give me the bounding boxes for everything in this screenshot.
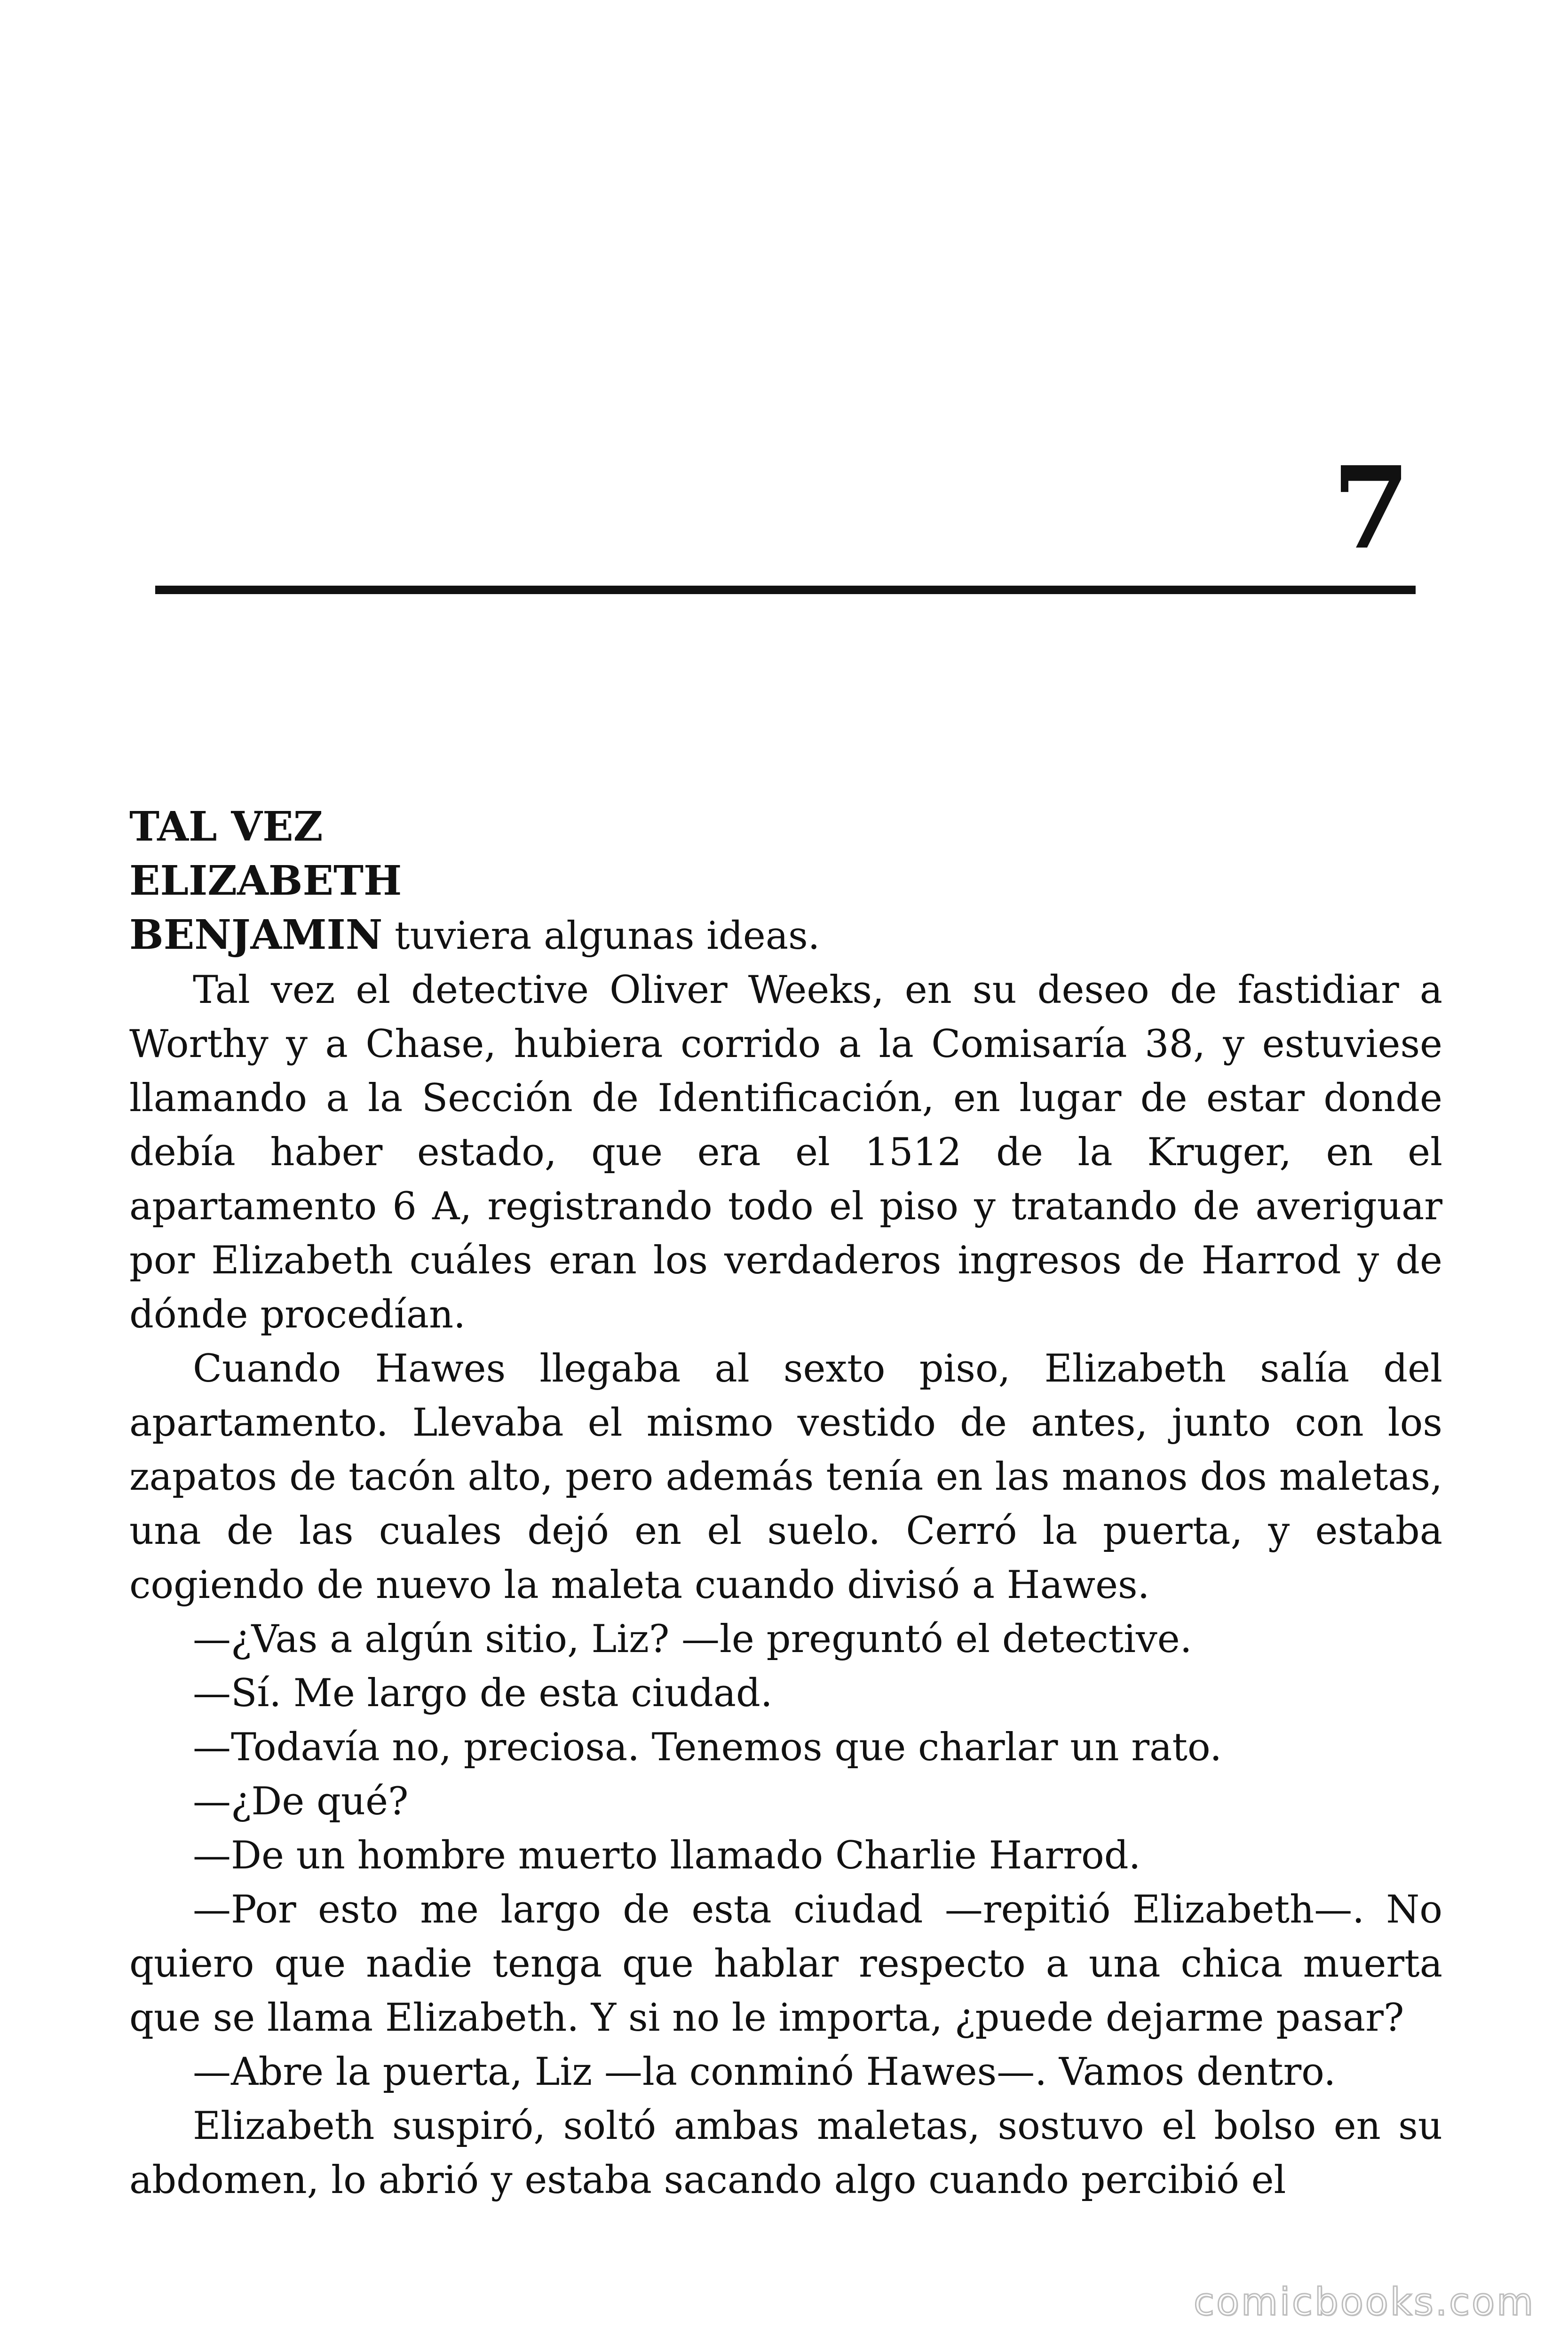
paragraph: —¿De qué? (193, 1780, 409, 1824)
paragraph: —De un hombre muerto llamado Charlie Harrod. (193, 1834, 1141, 1878)
paragraph: Elizabeth suspiró, soltó ambas maletas, sostuvo el bolso en su abdomen, lo abrió y estaba sacando algo cuando percibió el (129, 2104, 1442, 2202)
chapter-text (129, 800, 1442, 2208)
watermark: comicbooks.com (1193, 2280, 1535, 2324)
paragraph: —Todavía no, preciosa. Tenemos que charlar un rato. (193, 1725, 1222, 1770)
heading-bold-word: BENJAMIN (129, 911, 383, 959)
paragraph: —Por esto me largo de esta ciudad —repitió Elizabeth—. No quiero que nadie tenga que hablar respecto a una chica muerta que se llama Elizabeth. Y si no le importa, ¿puede dejarme pasar? (129, 1888, 1442, 2040)
heading-line-2: ELIZABETH (129, 857, 402, 905)
chapter-number: 7 (1332, 442, 1410, 574)
paragraph: Cuando Hawes llegaba al sexto piso, Elizabeth salía del apartamento. Llevaba el mismo vestido de antes, junto con los zapatos de tacón alto, pero además tenía en las manos dos maletas, una de las cuales dejó en el suelo. Cerró la puerta, y estaba cogiendo de nuevo la maleta cuando divisó a Hawes. (129, 1347, 1442, 1607)
paragraph: —Sí. Me largo de esta ciudad. (193, 1671, 773, 1716)
chapter-divider (155, 586, 1416, 594)
heading-rest: tuviera algunas ideas. (382, 914, 820, 958)
paragraph: —¿Vas a algún sitio, Liz? —le preguntó el detective. (193, 1617, 1192, 1661)
paragraph: —Abre la puerta, Liz —la conminó Hawes—. Vamos dentro. (193, 2050, 1336, 2094)
heading-line-3 (129, 908, 1442, 963)
heading-line-1: TAL VEZ (129, 803, 323, 850)
paragraph: Tal vez el detective Oliver Weeks, en su deseo de fastidiar a Worthy y a Chase, hubiera corrido a la Comisaría 38, y estuviese llamando a la Sección de Identificación, en lugar de estar donde debía haber estado, que era el 1512 de la Kruger, en el apartamento 6 A, registrando todo el piso y tratando de averiguar por Elizabeth cuáles eran los verdaderos ingresos de Harrod y de dónde procedían. (129, 968, 1442, 1337)
